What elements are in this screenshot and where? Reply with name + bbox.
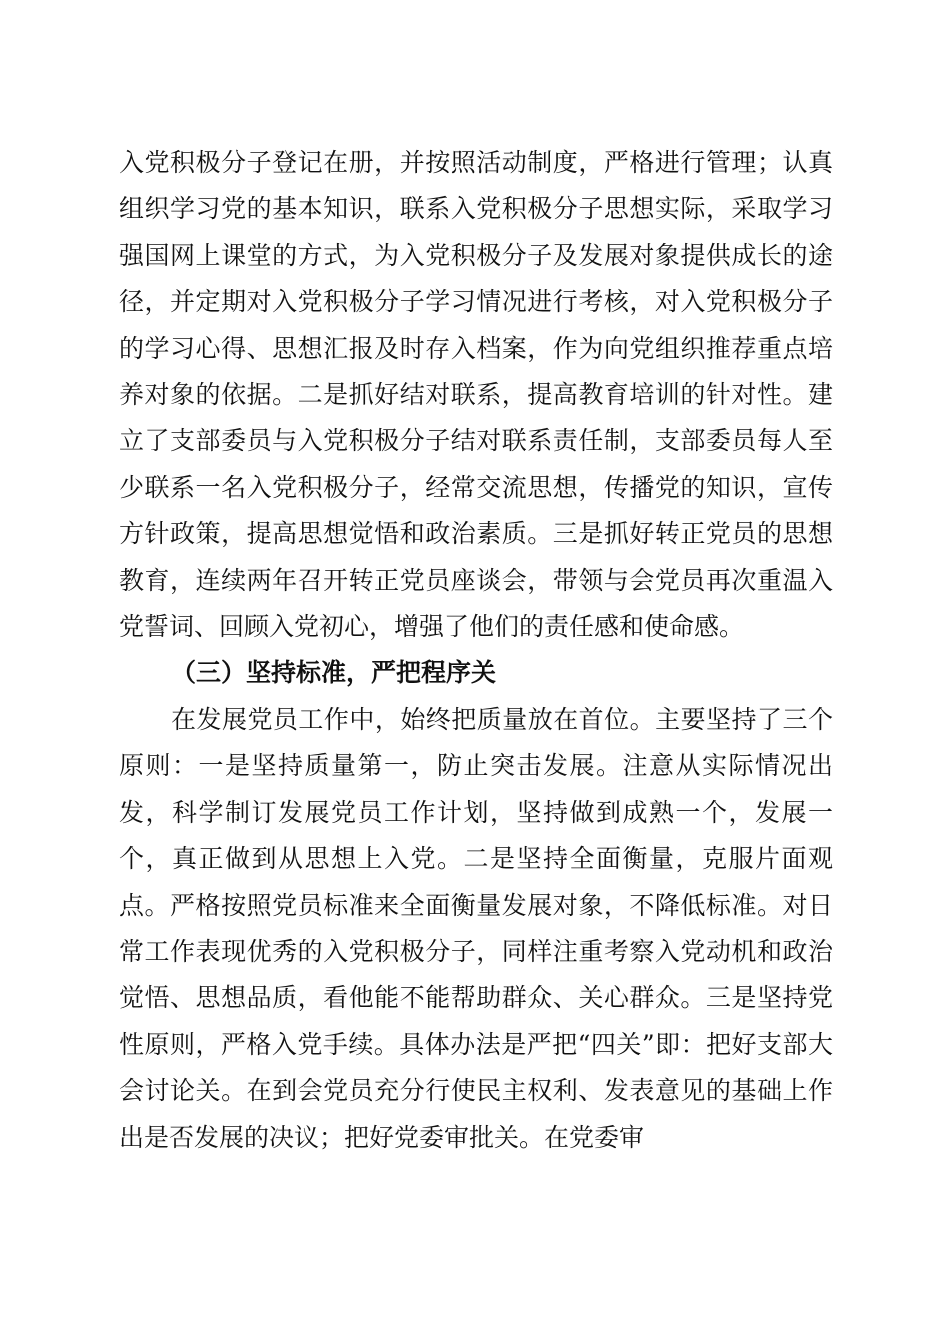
paragraph-2: 在发展党员工作中，始终把质量放在首位。主要坚持了三个原则：一是坚持质量第一，防止突击发展。注意从实际情况出发，科学制订发展党员工作计划，坚持做到成熟一个，发展一个，真正做到从思想上入党。二是坚持全面衡量，克服片面观点。严格按照党员标准来全面衡量发展对象，不降低标准。对日常工作表现优秀的入党积极分子，同样注重考察入党动机和政治觉悟、思想品质，看他能不能帮助群众、关心群众。三是坚持党性原则，严格入党手续。具体办法是严把“四关”即：把好支部大会讨论关。在到会党员充分行使民主权利、发表意见的基础上作出是否发展的决议；把好党委审批关。在党委审	[119, 704, 833, 1152]
section-heading: （三）坚持标准，严把程序关	[171, 658, 497, 688]
paragraph-1: 入党积极分子登记在册，并按照活动制度，严格进行管理；认真组织学习党的基本知识，联系入党积极分子思想实际，采取学习强国网上课堂的方式，为入党积极分子及发展对象提供成长的途径，并定期对入党积极分子学习情况进行考核，对入党积极分子的学习心得、思想汇报及时存入档案，作为向党组织推荐重点培养对象的依据。二是抓好结对联系，提高教育培训的针对性。建立了支部委员与入党积极分子结对联系责任制，支部委员每人至少联系一名入党积极分子，经常交流思想，传播党的知识，宣传方针政策，提高思想觉悟和政治素质。三是抓好转正党员的思想教育，连续两年召开转正党员座谈会，带领与会党员再次重温入党誓词、回顾入党初心，增强了他们的责任感和使命感。	[119, 148, 833, 642]
document-body	[119, 140, 833, 1161]
